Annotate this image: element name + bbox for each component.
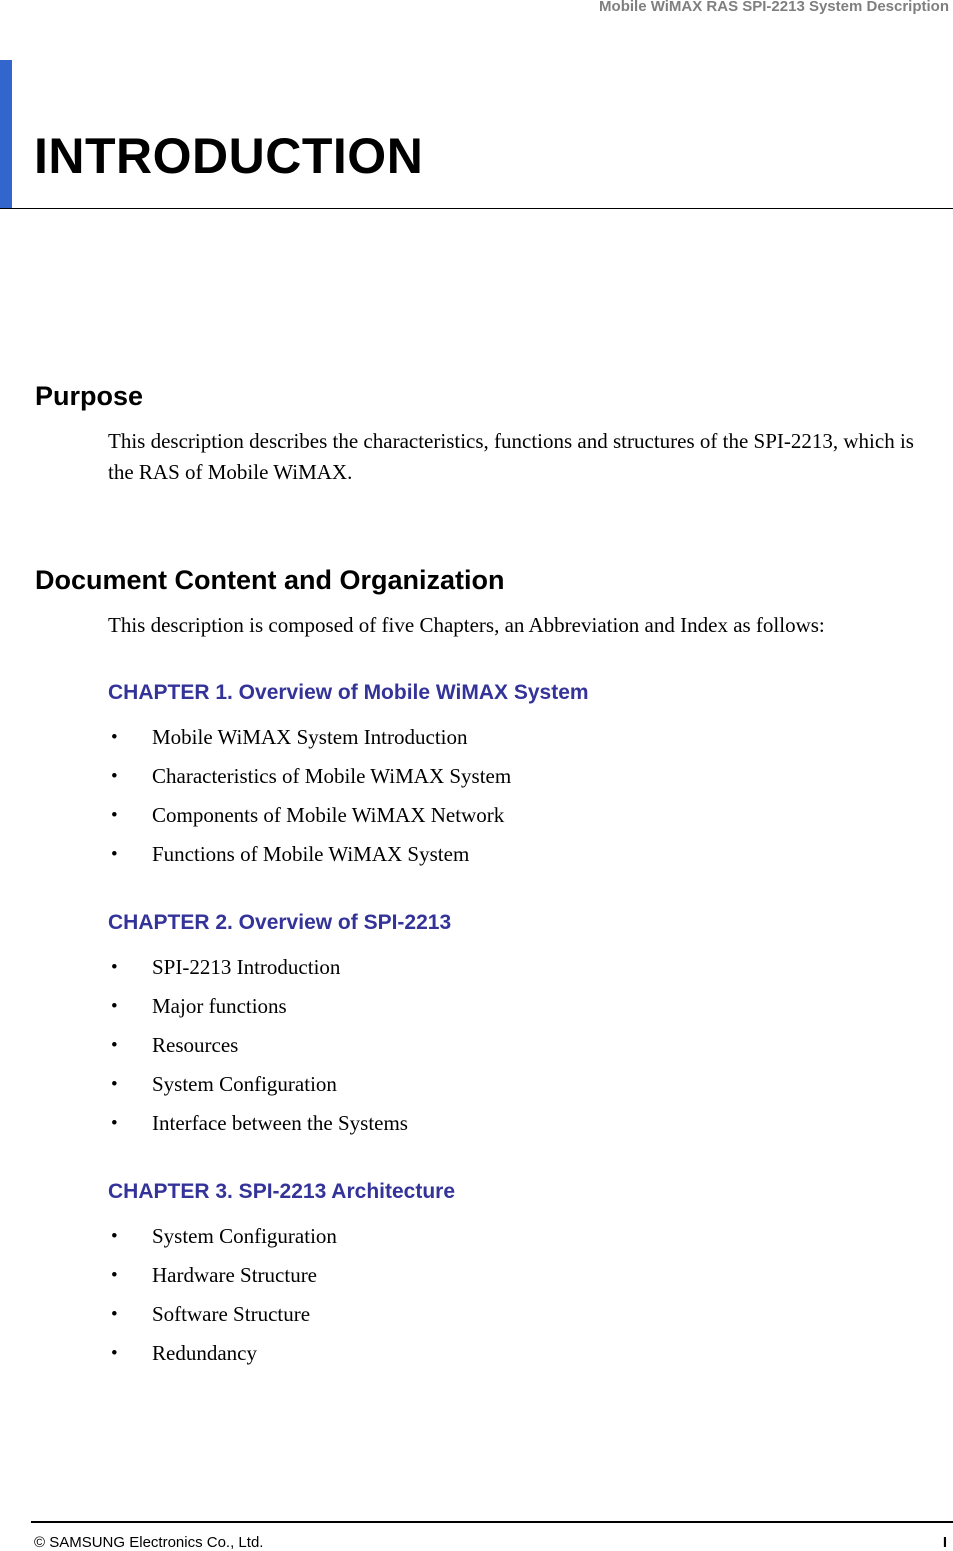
bullet-icon: • bbox=[111, 727, 118, 748]
list-item-text: Functions of Mobile WiMAX System bbox=[152, 842, 470, 866]
bullet-icon: • bbox=[111, 996, 118, 1017]
list-item bbox=[108, 987, 408, 1026]
organization-heading: Document Content and Organization bbox=[35, 565, 505, 595]
list-item bbox=[108, 796, 511, 835]
footer-divider bbox=[31, 1521, 953, 1523]
list-item bbox=[108, 1065, 408, 1104]
list-item-text: Major functions bbox=[152, 994, 287, 1018]
list-item-text: Characteristics of Mobile WiMAX System bbox=[152, 764, 512, 788]
chapter-2-heading: CHAPTER 2. Overview of SPI-2213 bbox=[108, 911, 452, 934]
chapter-1-heading: CHAPTER 1. Overview of Mobile WiMAX System bbox=[108, 681, 589, 704]
bullet-icon: • bbox=[111, 1226, 118, 1247]
list-item-text: Resources bbox=[152, 1033, 239, 1057]
list-item bbox=[108, 757, 511, 796]
bullet-icon: • bbox=[111, 1343, 118, 1364]
page-title: INTRODUCTION bbox=[34, 128, 424, 184]
title-accent-bar bbox=[0, 60, 12, 209]
running-header: Mobile WiMAX RAS SPI-2213 System Description bbox=[599, 0, 949, 15]
list-item-text: Components of Mobile WiMAX Network bbox=[152, 803, 505, 827]
bullet-icon: • bbox=[111, 1265, 118, 1286]
bullet-icon: • bbox=[111, 1035, 118, 1056]
list-item bbox=[108, 1295, 337, 1334]
list-item-text: Software Structure bbox=[152, 1302, 311, 1326]
bullet-icon: • bbox=[111, 844, 118, 865]
bullet-icon: • bbox=[111, 1074, 118, 1095]
list-item bbox=[108, 948, 408, 987]
list-item bbox=[108, 1334, 337, 1373]
footer-copyright: © SAMSUNG Electronics Co., Ltd. bbox=[34, 1534, 264, 1551]
bullet-icon: • bbox=[111, 1304, 118, 1325]
bullet-icon: • bbox=[111, 766, 118, 787]
chapter-3-list bbox=[108, 1217, 337, 1373]
list-item-text: Hardware Structure bbox=[152, 1263, 318, 1287]
chapter-3-heading: CHAPTER 3. SPI-2213 Architecture bbox=[108, 1180, 456, 1203]
list-item-text: System Configuration bbox=[152, 1224, 337, 1248]
list-item bbox=[108, 1104, 408, 1143]
title-divider bbox=[0, 208, 953, 209]
list-item-text: System Configuration bbox=[152, 1072, 337, 1096]
purpose-text: This description describes the characteristics, functions and structures of the SPI-2213, which is the RAS of Mobile WiMAX. bbox=[108, 429, 914, 484]
page-number: I bbox=[942, 1534, 947, 1551]
list-item bbox=[108, 1026, 408, 1065]
chapter-2-list bbox=[108, 948, 408, 1143]
list-item bbox=[108, 1217, 337, 1256]
purpose-heading: Purpose bbox=[35, 381, 144, 411]
bullet-icon: • bbox=[111, 957, 118, 978]
list-item-text: Interface between the Systems bbox=[152, 1111, 408, 1135]
organization-text: This description is composed of five Chapters, an Abbreviation and Index as follows: bbox=[108, 613, 825, 637]
bullet-icon: • bbox=[111, 805, 118, 826]
bullet-icon: • bbox=[111, 1113, 118, 1134]
list-item-text: Redundancy bbox=[152, 1341, 257, 1365]
list-item bbox=[108, 835, 511, 874]
list-item-text: Mobile WiMAX System Introduction bbox=[152, 725, 468, 749]
list-item bbox=[108, 718, 511, 757]
list-item bbox=[108, 1256, 337, 1295]
chapter-1-list bbox=[108, 718, 511, 874]
list-item-text: SPI-2213 Introduction bbox=[152, 955, 341, 979]
